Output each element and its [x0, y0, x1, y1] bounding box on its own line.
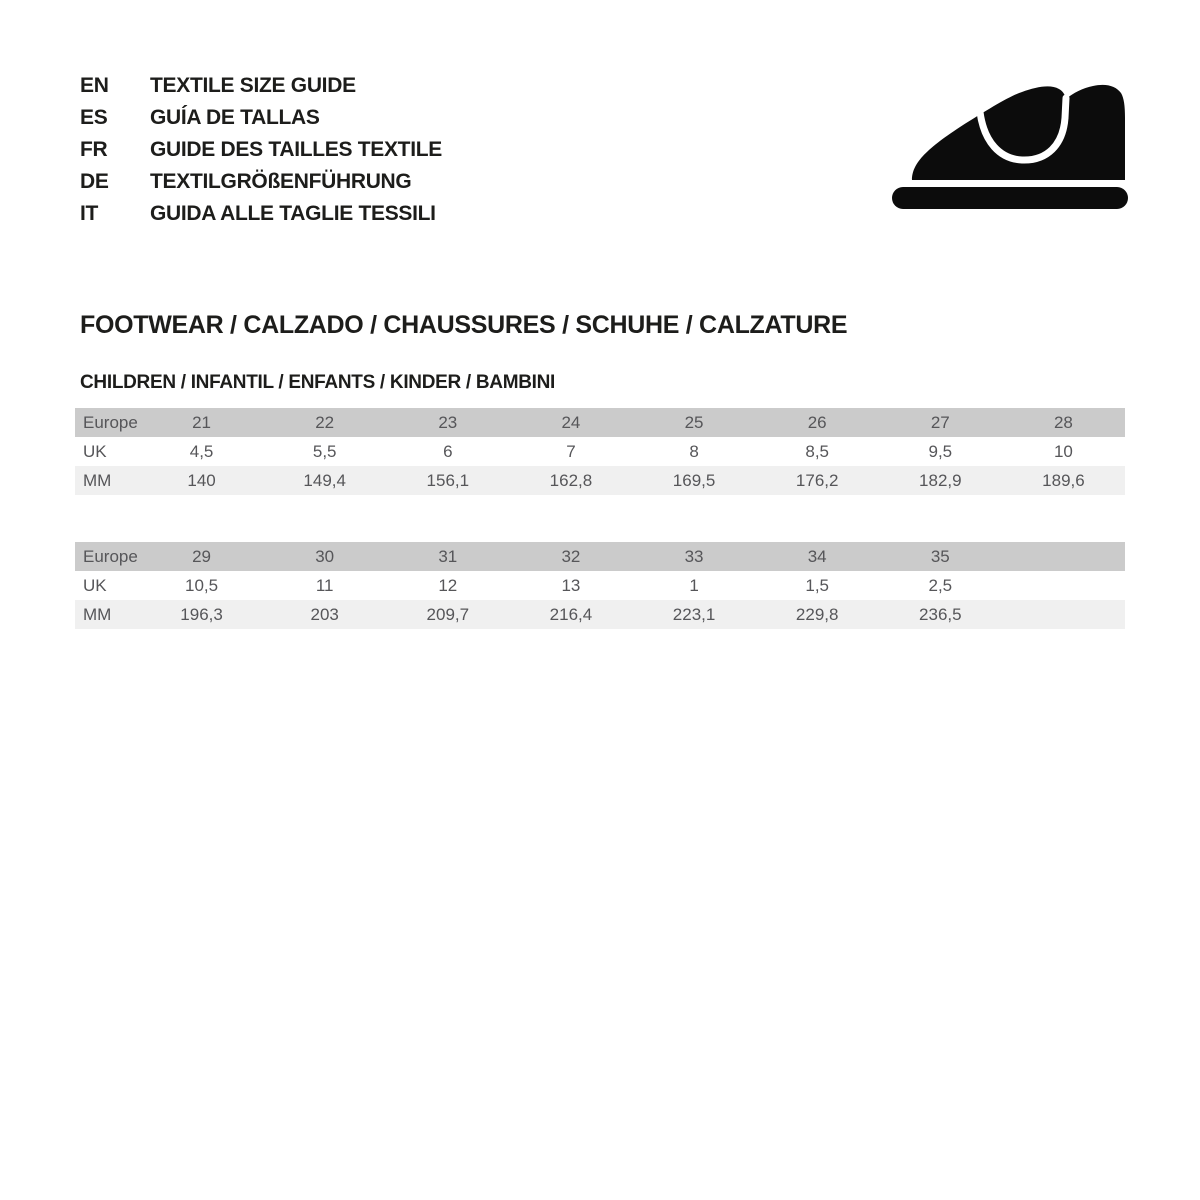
- language-row-en: [80, 70, 442, 102]
- children-size-table-1: [75, 408, 1125, 495]
- language-code: DE: [80, 170, 109, 193]
- size-cell: 162,8: [549, 470, 593, 490]
- size-cell: 6: [443, 441, 453, 461]
- size-cell: [1002, 600, 1125, 629]
- size-cell: 4,5: [189, 441, 214, 461]
- language-row-fr: [80, 134, 442, 166]
- size-cell: 32: [561, 546, 581, 566]
- language-title: TEXTILE SIZE GUIDE: [150, 74, 356, 97]
- language-code: IT: [80, 202, 99, 225]
- size-cell: 34: [807, 546, 827, 566]
- size-cell: 1,5: [805, 575, 829, 595]
- size-cell: 229,8: [795, 604, 839, 624]
- language-row-es: [80, 102, 442, 134]
- language-code: FR: [80, 138, 108, 161]
- size-cell: 209,7: [426, 604, 470, 624]
- size-cell: [1002, 542, 1125, 571]
- size-cell: 13: [561, 575, 581, 595]
- table-row-mm: [75, 600, 1125, 629]
- size-cell: 236,5: [919, 604, 962, 624]
- language-list: [80, 70, 442, 230]
- children-size-table-2: [75, 542, 1125, 629]
- size-cell: 203: [310, 604, 339, 624]
- size-cell: 11: [315, 575, 334, 595]
- size-cell: 5,5: [312, 441, 337, 461]
- size-cell: 29: [192, 546, 212, 566]
- section-subtitle: CHILDREN / INFANTIL / ENFANTS / KINDER / BAMBINI: [80, 372, 556, 393]
- language-row-it: [80, 198, 442, 230]
- table-row-europe: [75, 542, 1125, 571]
- size-cell: 23: [438, 412, 458, 432]
- size-cell: 26: [807, 412, 827, 432]
- table-row-mm: [75, 466, 1125, 495]
- size-cell: 223,1: [672, 604, 716, 624]
- row-label-europe: Europe: [83, 546, 138, 566]
- size-cell: 182,9: [919, 470, 962, 490]
- table-row-europe: [75, 408, 1125, 437]
- size-cell: 27: [930, 412, 950, 432]
- size-cell: 1: [689, 575, 699, 595]
- language-title: TEXTILGRÖßENFÜHRUNG: [150, 170, 412, 193]
- language-row-de: [80, 166, 442, 198]
- language-title: GUIDA ALLE TAGLIE TESSILI: [150, 202, 436, 225]
- size-cell: 12: [438, 575, 458, 595]
- size-cell: 216,4: [549, 604, 593, 624]
- size-cell: 9,5: [928, 441, 953, 461]
- size-cell: 31: [438, 546, 458, 566]
- row-label-mm: MM: [83, 604, 112, 624]
- size-cell: 156,1: [426, 470, 470, 490]
- size-cell: 189,6: [1042, 470, 1085, 490]
- size-cell: 169,5: [672, 470, 716, 490]
- size-cell: 22: [315, 412, 335, 432]
- size-cell: 8: [689, 441, 699, 461]
- size-cell: 196,3: [180, 604, 223, 624]
- size-cell: 10,5: [185, 575, 219, 595]
- row-label-uk: UK: [83, 575, 107, 595]
- size-cell: 10: [1053, 441, 1073, 461]
- size-cell: 140: [187, 470, 216, 490]
- size-cell: 30: [315, 546, 335, 566]
- row-label-uk: UK: [83, 441, 107, 461]
- size-cell: 28: [1053, 412, 1073, 432]
- size-cell: 25: [684, 412, 704, 432]
- size-cell: 2,5: [928, 575, 953, 595]
- size-cell: 7: [566, 441, 576, 461]
- size-cell: [1002, 571, 1125, 600]
- language-title: GUIDE DES TAILLES TEXTILE: [150, 138, 442, 161]
- children-shoe-icon: [880, 60, 1160, 240]
- row-label-mm: MM: [83, 470, 112, 490]
- size-cell: 35: [930, 546, 950, 566]
- size-cell: 24: [561, 412, 581, 432]
- row-label-europe: Europe: [83, 412, 138, 432]
- size-cell: 149,4: [303, 470, 346, 490]
- table-row-uk: [75, 571, 1125, 600]
- language-code: ES: [80, 106, 108, 129]
- size-cell: 21: [192, 412, 212, 432]
- language-code: EN: [80, 74, 109, 97]
- section-title: FOOTWEAR / CALZADO / CHAUSSURES / SCHUHE / CALZATURE: [80, 311, 848, 339]
- table-row-uk: [75, 437, 1125, 466]
- size-cell: 8,5: [805, 441, 829, 461]
- language-title: GUÍA DE TALLAS: [150, 106, 320, 129]
- size-cell: 176,2: [795, 470, 839, 490]
- size-cell: 33: [684, 546, 704, 566]
